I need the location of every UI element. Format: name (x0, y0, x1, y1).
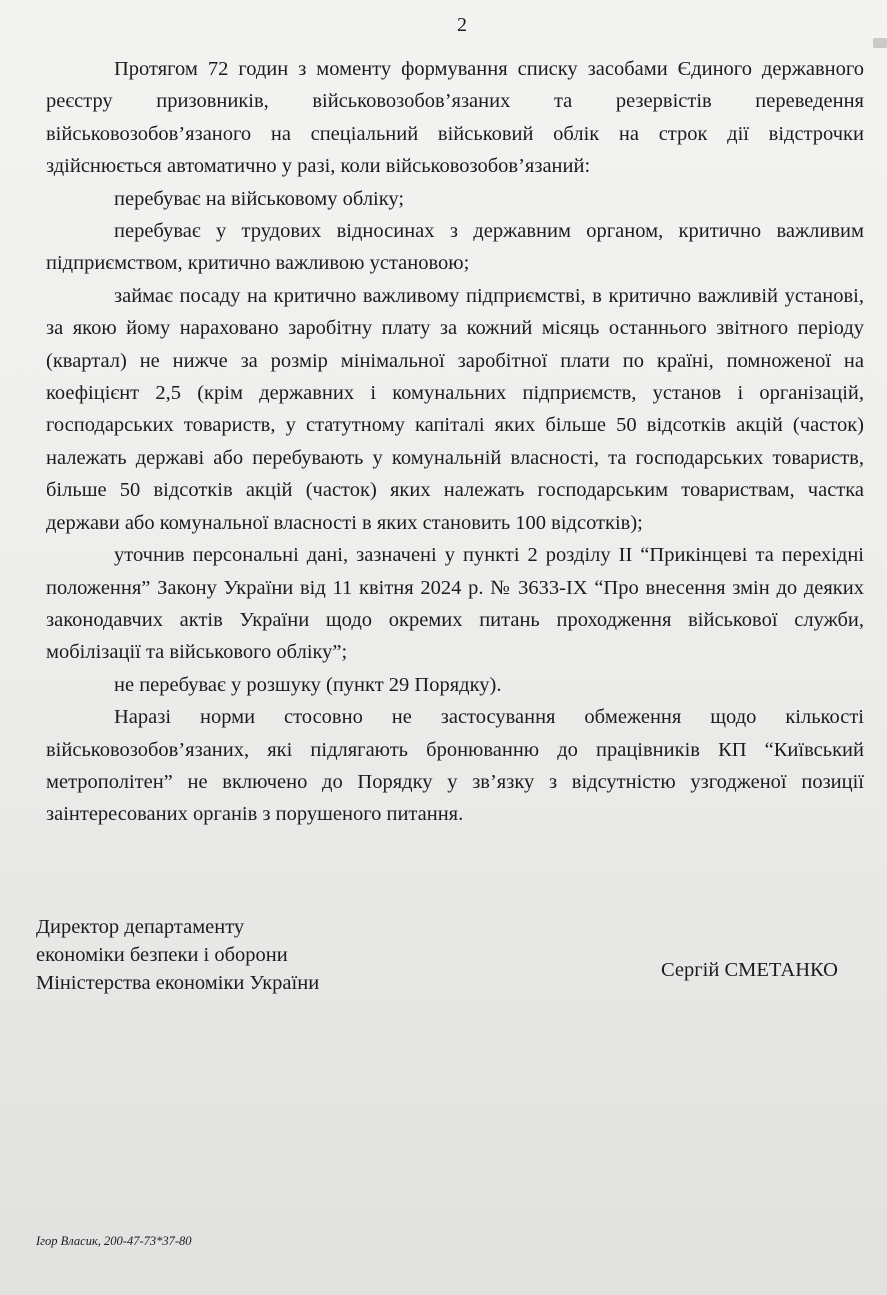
position-line: економіки безпеки і оборони (36, 944, 288, 966)
paragraph: уточнив персональні дані, зазначені у пункті 2 розділу ІІ “Прикінцеві та перехідні положення” Закону України від 11 квітня 2024 р. № 3633-IX “Про внесення змін до деяких законодавчих актів України щодо окремих питань проходження військової служби, мобілізації та військового обліку”; (46, 544, 864, 664)
paper-edge-shadow (873, 38, 887, 48)
paragraph: займає посаду на критично важливому підприємстві, в критично важливій установі, за якою йому нараховано заробітну плату за кожний місяць останнього звітного періоду (квартал) не нижче за розмір мінімальної заробітної плати по країні, помноженої на коефіцієнт 2,5 (крім державних і комунальних підприємств, установ і організацій, господарських товариств, у статутному капіталі яких більше 50 відсотків акцій (часток) належать державі або перебувають у комунальній власності, та господарських товариств, більше 50 відсотків акцій (часток) яких належать господарським товариствам, частка держави або комунальної власності в яких становить 100 відсотків); (46, 284, 864, 534)
signatory-name: Сергій СМЕТАНКО (661, 959, 838, 981)
paragraph: Наразі норми стосовно не застосування обмеження щодо кількості військовозобов’язаних, які підлягають бронюванню до працівників КП “Київський метрополітен” не включено до Порядку у зв’язку з відсутністю узгодженої позиції заінтересованих органів з порушеного питання. (46, 706, 864, 826)
position-line: Міністерства економіки України (36, 972, 320, 994)
letter-body (46, 53, 864, 831)
paragraph: не перебуває у розшуку (пункт 29 Порядку). (114, 673, 502, 696)
paragraph: перебуває у трудових відносинах з державним органом, критично важливим підприємством, критично важливою установою; (46, 220, 864, 275)
signatory-position (36, 913, 319, 997)
page-number: 2 (457, 14, 467, 36)
executor-contact: Ігор Власик, 200-47-73*37-80 (36, 1234, 192, 1248)
paragraph: Протягом 72 годин з моменту формування списку засобами Єдиного державного реєстру призовників, військовозобов’язаних та резервістів переведення військовозобов’язаного на спеціальний військовий облік на строк дії відстрочки здійснюється автоматично у разі, коли військовозобов’язаний: (46, 58, 864, 178)
paragraph: перебуває на військовому обліку; (114, 187, 405, 210)
position-line: Директор департаменту (36, 916, 245, 938)
